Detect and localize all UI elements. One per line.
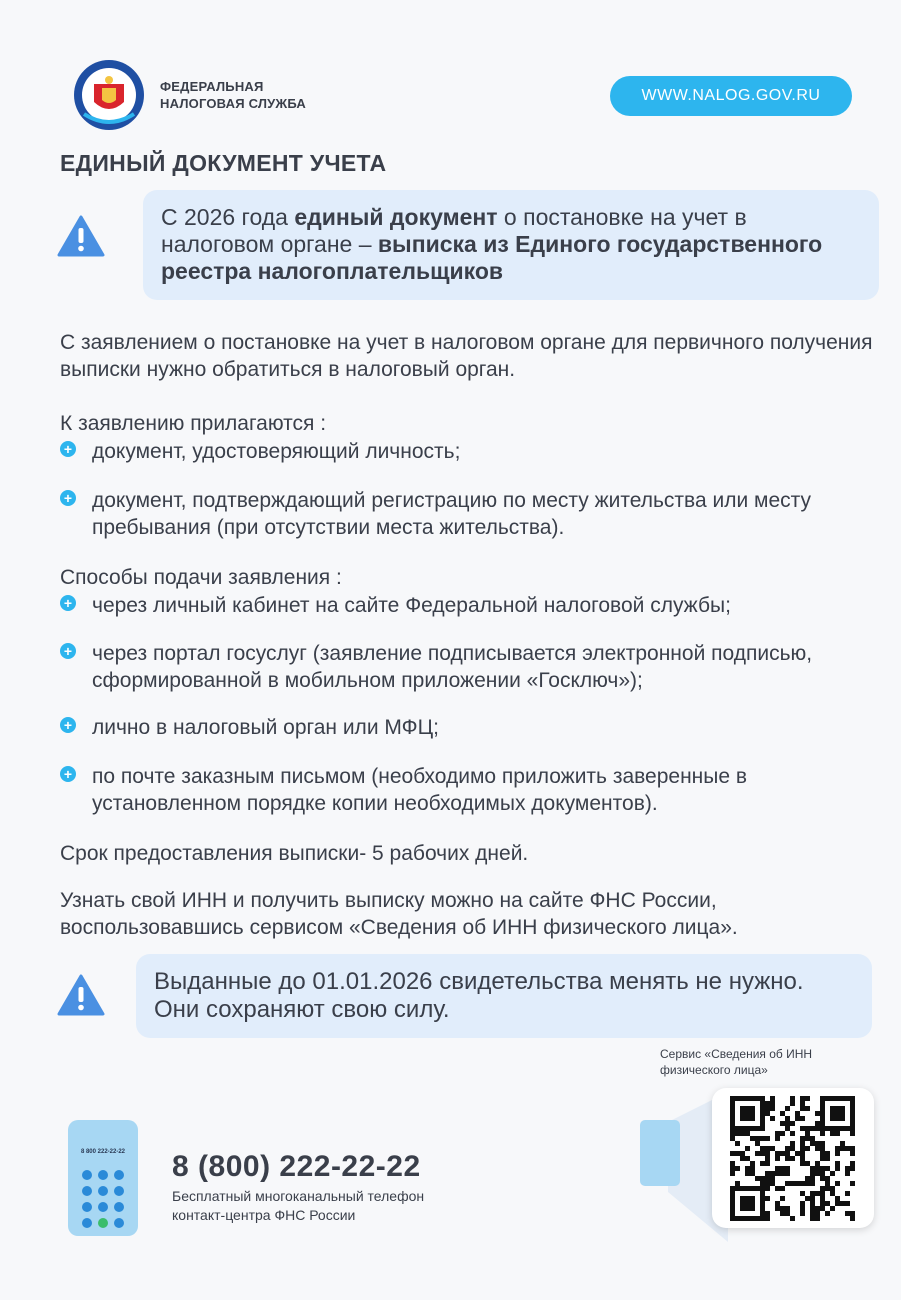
org-name xyxy=(160,78,306,112)
qr-caption-line1: Сервис «Сведения об ИНН xyxy=(660,1047,813,1061)
hotline-desc-line2: контакт-центра ФНС России xyxy=(172,1207,356,1223)
org-name-line2: НАЛОГОВАЯ СЛУЖБА xyxy=(160,96,307,111)
term-paragraph: Срок предоставления выписки- 5 рабочих дней. xyxy=(60,842,529,865)
page-title: ЕДИНЫЙ ДОКУМЕНТ УЧЕТА xyxy=(60,150,387,176)
attachments-heading: К заявлению прилагаются : xyxy=(60,412,327,435)
qr-code[interactable] xyxy=(712,1088,874,1228)
fns-emblem-logo xyxy=(72,58,146,132)
qr-caption xyxy=(660,1046,812,1078)
warning-icon xyxy=(57,214,105,258)
hotline-desc-line1: Бесплатный многоканальный телефон xyxy=(172,1188,425,1204)
callout-top-b1: единый документ xyxy=(294,204,498,230)
phone-screen-number: 8 800 222-22-22 xyxy=(80,1149,126,1155)
attachment-item-1: документ, удостоверяющий личность; xyxy=(92,440,461,463)
method-item-3: лично в налоговый орган или МФЦ; xyxy=(92,716,439,739)
callout-top-text xyxy=(161,204,861,285)
callout-top-t2: о постановке на учет в налоговом органе – xyxy=(161,204,747,257)
org-name-line1: ФЕДЕРАЛЬНАЯ xyxy=(160,79,264,94)
methods-heading: Способы подачи заявления : xyxy=(60,566,342,589)
callout-bottom-text: Выданные до 01.01.2026 свидетельства менять не нужно. Они сохраняют свою силу. xyxy=(154,968,804,1023)
qr-code-image xyxy=(712,1088,874,1228)
keypad-icon xyxy=(82,1170,124,1228)
info-callout-bottom xyxy=(136,954,872,1038)
method-item-1: через личный кабинет на сайте Федеральной налоговой службы; xyxy=(92,594,731,617)
hotline-description xyxy=(172,1187,424,1225)
info-callout-top xyxy=(143,190,879,300)
hotline-number[interactable]: 8 (800) 222-22-22 xyxy=(172,1150,421,1183)
plus-bullet-icon: + xyxy=(60,643,76,659)
inn-info-paragraph: Узнать свой ИНН и получить выписку можно на сайте ФНС России, воспользовавшись сервисом «Сведения об ИНН физического лица». xyxy=(60,889,738,939)
callout-top-t1: С 2026 года xyxy=(161,204,295,230)
attachment-item-2: документ, подтверждающий регистрацию по месту жительства или месту пребывания (при отсутствии места жительства). xyxy=(92,489,812,539)
plus-bullet-icon: + xyxy=(60,717,76,733)
plus-bullet-icon: + xyxy=(60,766,76,782)
phone-icon xyxy=(68,1120,138,1236)
plus-bullet-icon: + xyxy=(60,595,76,611)
plus-bullet-icon: + xyxy=(60,490,76,506)
method-item-4: по почте заказным письмом (необходимо приложить заверенные в установленном порядке копии необходимых документов). xyxy=(92,765,748,815)
website-link-button[interactable]: WWW.NALOG.GOV.RU xyxy=(610,76,852,116)
plus-bullet-icon: + xyxy=(60,441,76,457)
qr-caption-line2: физического лица» xyxy=(660,1063,768,1077)
intro-paragraph: С заявлением о постановке на учет в налоговом органе для первичного получения выписки нужно обратиться в налоговый орган. xyxy=(60,331,873,381)
callout-top-b2: выписка из Единого государственного реестра налогоплательщиков xyxy=(161,231,823,284)
method-item-2: через портал госуслуг (заявление подписывается электронной подписью, сформированной в мобильном приложении «Госключ»); xyxy=(92,642,813,692)
smartphone-icon xyxy=(640,1120,680,1186)
warning-icon xyxy=(57,973,105,1017)
